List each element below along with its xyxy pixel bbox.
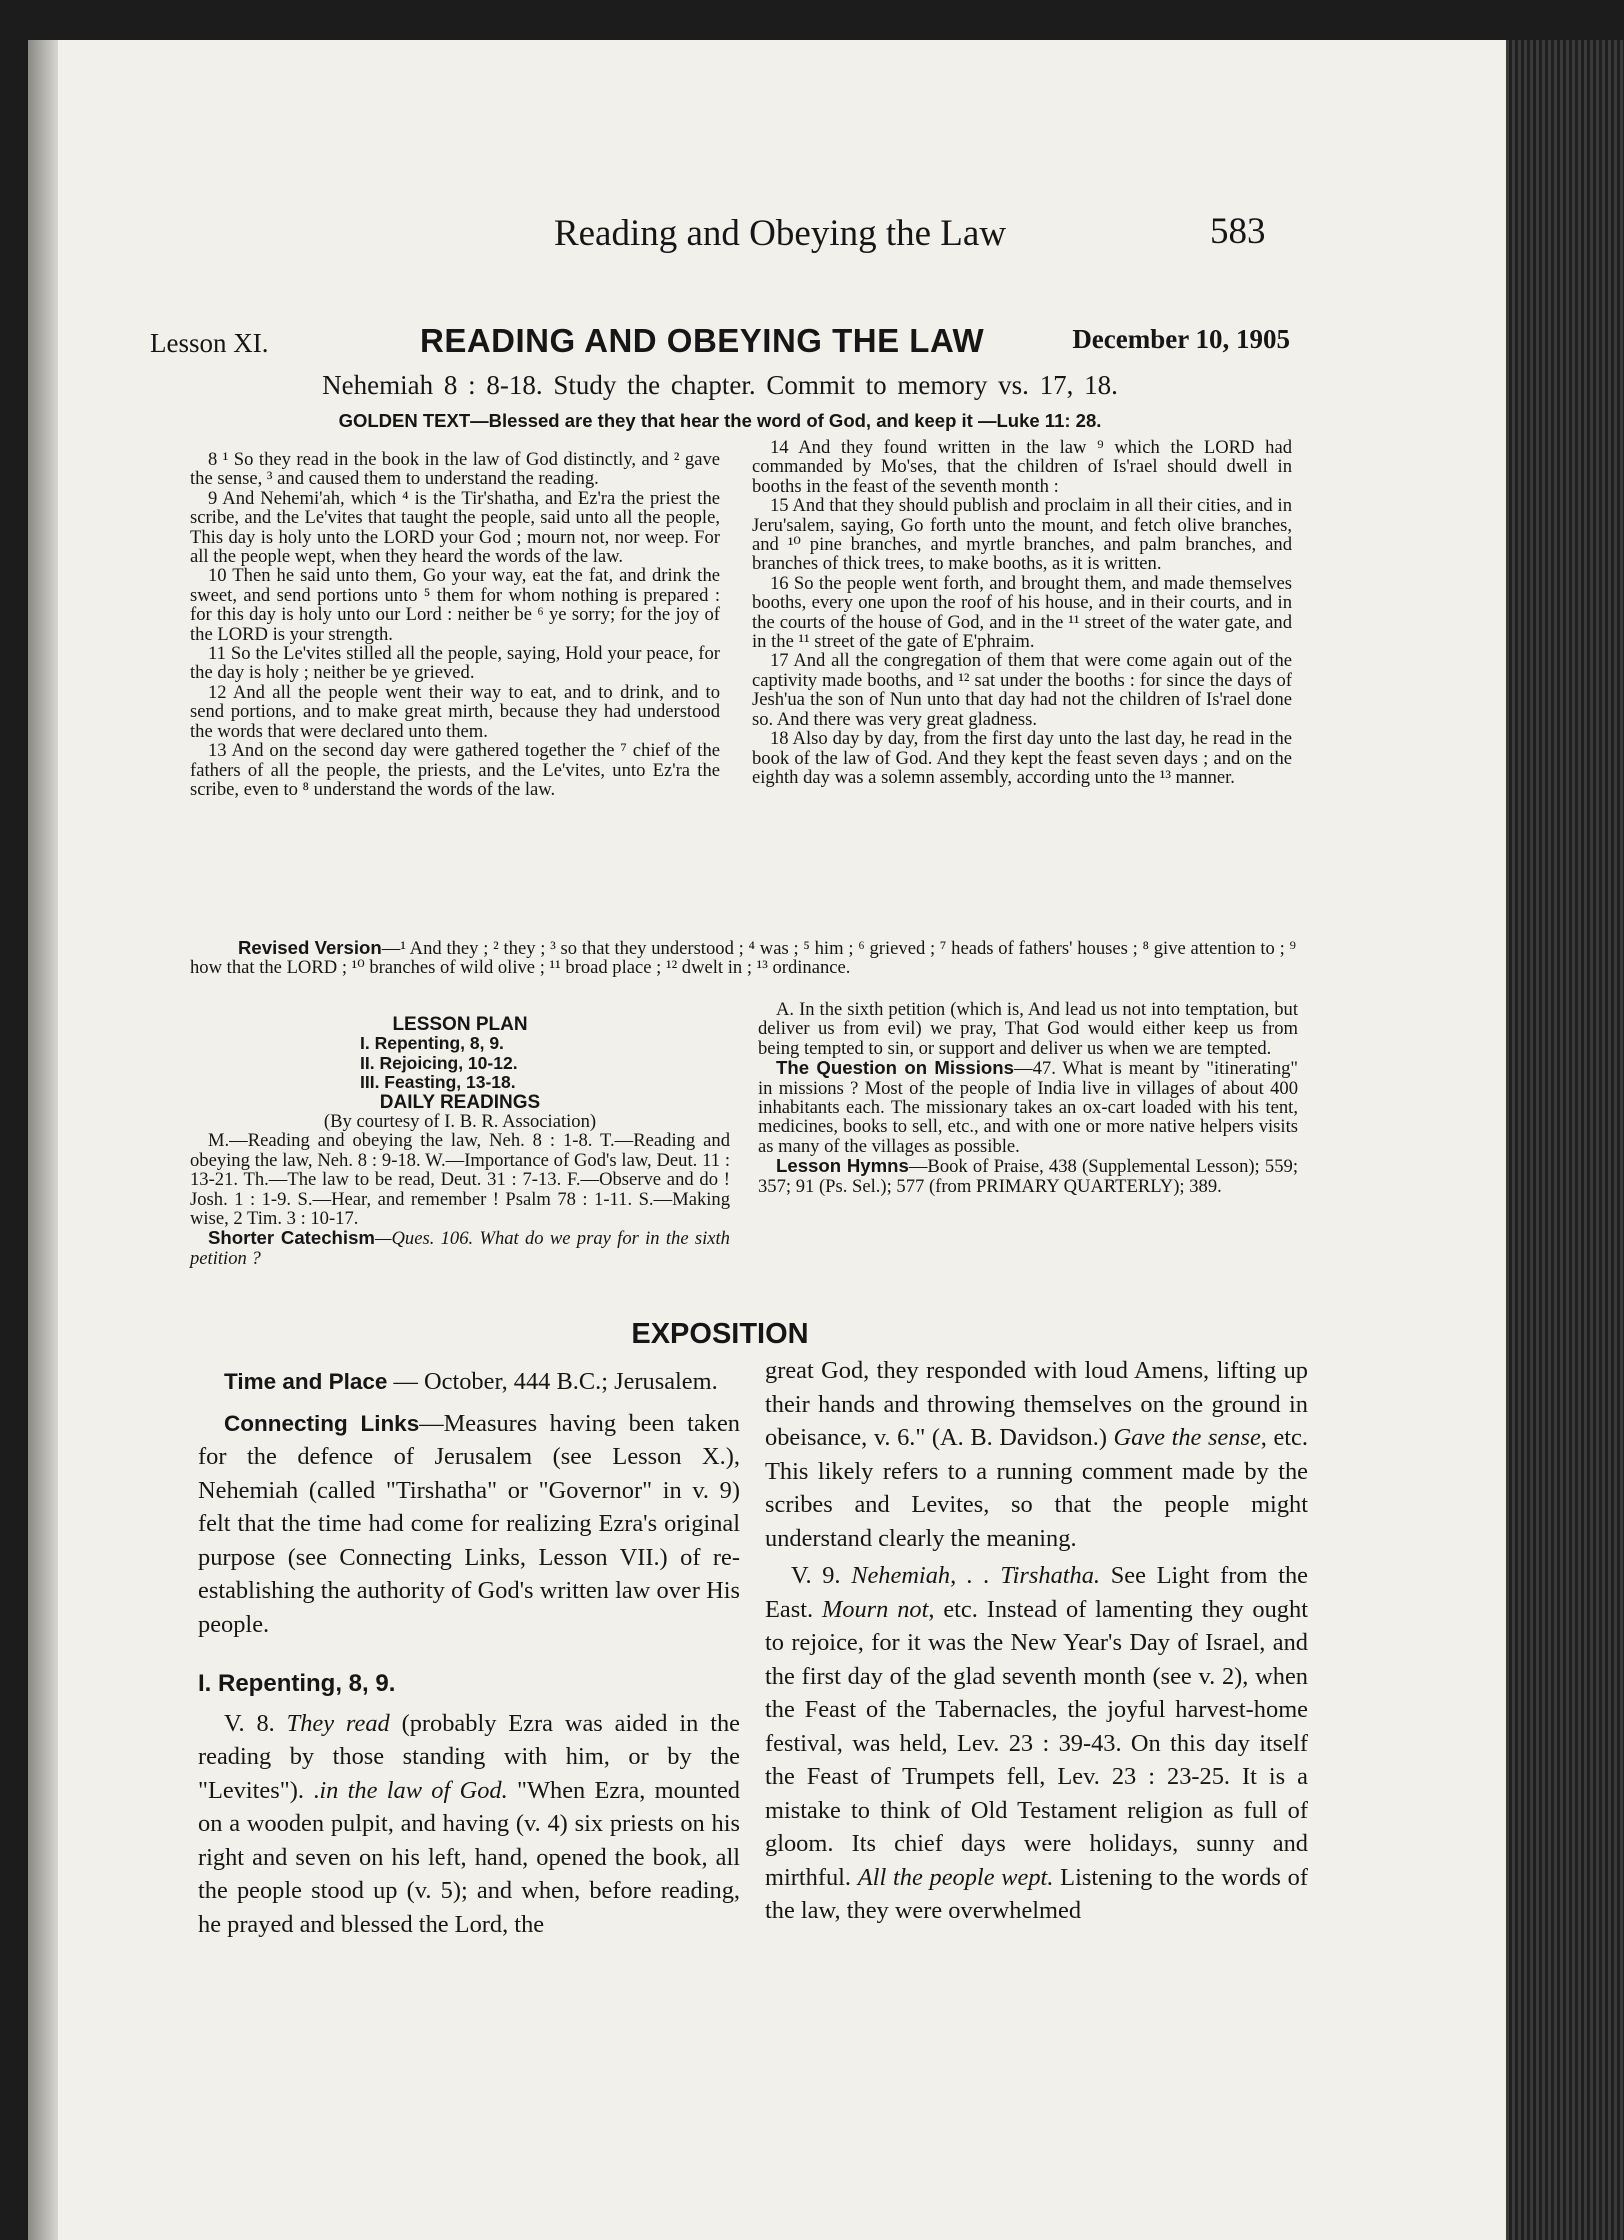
lesson-plan-item: I. Repenting, 8, 9. (360, 1033, 504, 1054)
comment-text: "When Ezra, mounted on a wooden pulpit, and having (v. 4) six priests on his right and seven on his left, hand, opened the book, all the people stood up (v. 5); and when, before reading, he prayed and blessed the Lord, the (198, 1776, 740, 1938)
catechism-column (758, 1000, 1298, 1196)
verse: 14 And they found written in the law ⁹ which the LORD had commanded by Mo'ses, that the children of Is'rael should dwell in booths in the feast of the seventh month : (752, 437, 1292, 497)
verses-right-column (752, 438, 1292, 787)
verse-ref: V. 8. (224, 1709, 287, 1737)
verse-9-comment (765, 1559, 1308, 1928)
section-heading: I. Repenting, 8, 9. (198, 1670, 396, 1697)
verses-left-column (190, 450, 720, 799)
catechism-answer: A. In the sixth petition (which is, And lead us not into temptation, but deliver us from evil) we pray, That God would either keep us from being tempted to sin, or support and deliver us when we are tempted. (758, 999, 1298, 1059)
exposition-right-column (765, 1354, 1308, 1928)
golden-text: GOLDEN TEXT—Blessed are they that hear the word of God, and keep it —Luke 11: 28. (338, 410, 1102, 431)
revised-version-text: —¹ And they ; ² they ; ³ so that they understood ; ⁴ was ; ⁵ him ; ⁶ grieved ; ⁷ heads of fathers' houses ; ⁸ give attention to ; ⁹ how that the LORD ; ¹⁰ branches of wild olive ; ¹¹ broad place ; ¹² dwelt in ; ¹³ ordinance. (190, 938, 1296, 979)
hymns-text: —Book of Praise, 438 (Supplemental Lesson); 559; 357; 91 (Ps. Sel.); 577 (from PRIMARY QUARTERLY); 389. (758, 1156, 1298, 1197)
catechism-label: Shorter Catechism (208, 1227, 375, 1249)
verse: 18 Also day by day, from the first day unto the last day, he read in the book of the law of God. And they kept the feast seven days ; and on the eighth day was a solemn assembly, according unto the ¹³ manner. (752, 728, 1292, 788)
daily-readings-text: M.—Reading and obeying the law, Neh. 8 : 1-8. T.—Reading and obeying the law, Neh. 8 : 9-18. W.—Importance of God's law, Deut. 11 : 13-21. Th.—The law to be read, Deut. 31 : 7-13. F.—Observe and do ! Josh. 1 : 1-9. S.—Hear, and remember ! Psalm 78 : 1-11. S.—Making wise, 2 Tim. 3 : 10-17. (190, 1130, 730, 1230)
daily-readings-courtesy: (By courtesy of I. B. R. Association) (323, 1111, 597, 1133)
verse-8-comment (198, 1707, 740, 1942)
hymns-label: Lesson Hymns (776, 1155, 909, 1177)
comment-text: See Light from the East. (765, 1562, 1308, 1623)
catechism-question: What do we pray for in the sixth petition ? (190, 1228, 730, 1269)
revised-version-label: Revised Version (238, 937, 382, 958)
running-head: Reading and Obeying the Law (553, 213, 1007, 254)
daily-readings-heading: DAILY READINGS (379, 1091, 541, 1113)
exposition-left-column (198, 1365, 740, 1941)
italic-phrase: They read (286, 1709, 390, 1737)
lesson-plan-item: II. Rejoicing, 10-12. (360, 1052, 518, 1073)
italic-phrase: Nehemiah, . . Tirshatha. (851, 1562, 1101, 1589)
verse: 8 ¹ So they read in the book in the law of God distinctly, and ² gave the sense, ³ and caused them to understand the reading. (190, 449, 720, 490)
italic-phrase: All the people wept. (857, 1863, 1054, 1891)
verse: 12 And all the people went their way to eat, and to drink, and to send portions, and to make great mirth, because they had understood the words that were declared unto them. (190, 681, 720, 742)
lesson-plan-column (190, 1015, 730, 1268)
verse-8-continuation (765, 1354, 1308, 1555)
italic-phrase: in the law of God. (319, 1776, 508, 1804)
italic-phrase: Mourn not (821, 1595, 929, 1623)
verse-ref: V. 9. (791, 1562, 852, 1589)
lesson-date: December 10, 1905 (1072, 324, 1290, 354)
lesson-title: READING AND OBEYING THE LAW (420, 322, 985, 359)
comment-text: Listening to the words of the law, they were overwhelmed (765, 1863, 1308, 1924)
comment-text: (probably Ezra was aided in the reading by those standing with him, or by the "Levites"). . (198, 1709, 740, 1804)
comment-text: , etc. This likely refers to a running comment made by the scribes and Levites, so that the people might understand clearly the meaning. (765, 1424, 1308, 1552)
missions (758, 1058, 1298, 1156)
italic-phrase: Gave the sense (1113, 1424, 1261, 1451)
page-gutter (28, 40, 58, 2240)
time-and-place (198, 1365, 740, 1399)
exposition-heading: EXPOSITION (631, 1318, 809, 1350)
catechism (190, 1228, 730, 1268)
links-label: Connecting Links (224, 1410, 420, 1436)
verse: 13 And on the second day were gathered together the ⁷ chief of the fathers of all the people, the priests, and the Le'vites, unto Ez'ra the scribe, even to ⁸ understand the words of the law. (190, 740, 720, 800)
catechism-ques: —Ques. 106. (374, 1228, 474, 1250)
verse: 10 Then he said unto them, Go your way, eat the fat, and drink the sweet, and send portions unto ⁵ them for whom nothing is prepared : for this day is holy unto our Lord : neither be ⁶ ye sorry; for the joy of the LORD is your strength. (190, 565, 720, 645)
verse: 16 So the people went forth, and brought them, and made themselves booths, every one upon the roof of his house, and in their courts, and in the courts of the house of God, and in the ¹¹ street of the water gate, and in the ¹¹ street of the gate of E'phraim. (752, 572, 1292, 653)
book-edge (1506, 40, 1624, 2240)
lesson-plan-heading: LESSON PLAN (392, 1014, 528, 1035)
comment-text: great God, they responded with loud Amens, lifting up their hands and throwing themselves on the ground in obeisance, v. 6." (A. B. Davidson.) (765, 1357, 1308, 1451)
links-text: —Measures having been taken for the defence of Jerusalem (see Lesson X.), Nehemiah (called "Tirshatha" or "Governor" in v. 9) felt that the time had come for realizing Ezra's original purpose (see Connecting Links, Lesson VII.) of re-establishing the authority of God's written law over His people. (198, 1409, 740, 1638)
lesson-plan-item: III. Feasting, 13-18. (360, 1072, 516, 1093)
hymns (758, 1156, 1298, 1196)
connecting-links (198, 1407, 740, 1642)
time-label: Time and Place (224, 1369, 388, 1394)
verse: 9 And Nehemi'ah, which ⁴ is the Tir'shatha, and Ez'ra the priest the scribe, and the Le'vites that taught the people, said unto all the people, This day is holy unto the LORD your God ; mourn not, nor weep. For all the people wept, when they heard the words of the law. (190, 487, 720, 568)
missions-label: The Question on Missions (776, 1057, 1014, 1079)
page-number: 583 (1210, 211, 1266, 252)
time-text: — October, 444 B.C.; Jerusalem. (387, 1368, 718, 1395)
lesson-label: Lesson XI. (150, 328, 269, 358)
verse: 17 And all the congregation of them that were come again out of the captivity made booths, and ¹² sat under the booths : for since the days of Jesh'ua the son of Nun unto that day had not the children of Is'rael done so. And there was very great gladness. (752, 650, 1292, 730)
missions-text: —47. What is meant by "itinerating" in missions ? Most of the people of India live in villages of about 400 inhabitants each. The missionary takes an ox-cart loaded with his tent, medicines, books to sell, etc., and with one or more native helpers visits as many of the villages as possible. (758, 1058, 1298, 1157)
scripture-reference: Nehemiah 8 : 8-18. Study the chapter. Commit to memory vs. 17, 18. (322, 370, 1118, 400)
verse: 15 And that they should publish and proclaim in all their cities, and in Jeru'salem, saying, Go forth unto the mount, and fetch olive branches, and ¹⁰ pine branches, and myrtle branches, and palm branches, and branches of thick trees, to make booths, as it is written. (752, 495, 1292, 575)
revised-version (190, 938, 1296, 978)
lesson-header (150, 322, 1290, 372)
verse: 11 So the Le'vites stilled all the people, saying, Hold your peace, for the day is holy ; neither be ye grieved. (190, 643, 720, 684)
comment-text: , etc. Instead of lamenting they ought to rejoice, for it was the New Year's Day of Israel, and the first day of the glad seventh month (see v. 2), when the Feast of the Tabernacles, the joyful harvest-home festival, was held, Lev. 23 : 39-43. On this day itself the Feast of Trumpets fell, Lev. 23 : 23-25. It is a mistake to think of Old Testament religion as full of gloom. Its chief days were holidays, sunny and mirthful. (765, 1595, 1308, 1891)
